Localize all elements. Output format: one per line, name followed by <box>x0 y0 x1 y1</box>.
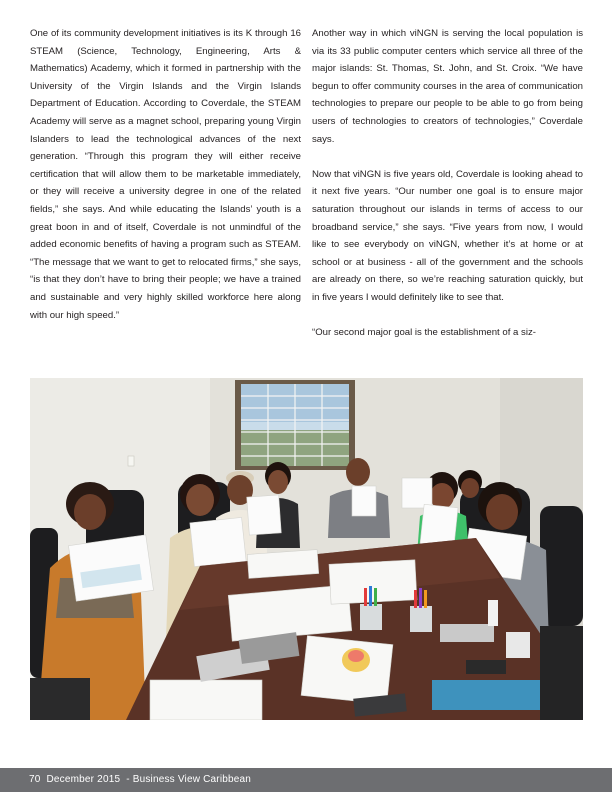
article-left-column <box>30 25 301 342</box>
meeting-photo-illustration <box>30 378 583 720</box>
footer-page-info: 70 December 2015 - Business View Caribbean <box>29 774 252 785</box>
paragraph-second-goal: “Our second major goal is the establishment of a siz- <box>312 327 536 339</box>
paragraph-computer-centers: Another way in which viNGN is serving the local population is via its 33 public computer centers which service all three of the major islands: St. Thomas, St. John, and St. Croix. “We have begun to offer community courses in the area of communication technologies to prepare our people to be able to go from being users of technologies to creators of technologies,” Coverdale says. <box>312 28 583 145</box>
footer-bar <box>0 768 612 792</box>
article-right-column <box>312 25 583 359</box>
meeting-photo <box>30 378 583 720</box>
paragraph-five-years: Now that viNGN is five years old, Coverdale is looking ahead to it next five years. “Our number one goal is to ensure major saturation throughout our islands in terms of access to our broadband service,” she says. “Five years from now, I would like to see everybody on viNGN, whether it’s at home or at school or at business - all of the government and the schools are already on there, so we’re reaching saturation quickly, but in five years I would definitely like to see that. <box>312 168 583 303</box>
paragraph-steam-academy: One of its community development initiatives is its K through 16 STEAM (Science, Technology, Engineering, Arts & Mathematics) Academy, which it formed in partnership with the University of the Virgin Islands and the Virgin Islands Department of Education. According to Coverdale, the STEAM Academy will serve as a magnet school, preparing young Virgin Islanders to lead the technological advances of the next generation. “Through this program they will either receive certification that will allow them to be marketable immediately, or they will receive a university degree in one of the related fields,” she says. And while educating the Islands’ youth is a great boon in and of itself, Coverdale is not unmindful of the added economic benefits of having a program such as STEAM. “The message that we want to get to relocated firms,” she says, “is that they don’t have to bring their people; we have a trained and sustainable and very highly skilled workforce here along with our high speed.” <box>30 28 301 321</box>
